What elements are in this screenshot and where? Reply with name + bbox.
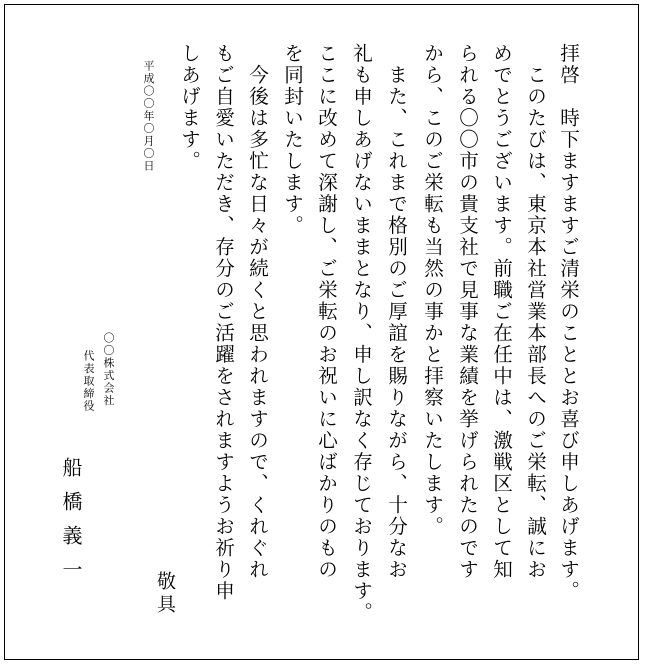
letter-body-line-11: しあげます。 bbox=[177, 43, 201, 172]
closing-keigu: 敬具 bbox=[154, 571, 176, 617]
signature-name: 船橋義一 bbox=[59, 457, 83, 593]
letter-body-line-5: また、これまで格別のご厚誼を賜りながら、十分なお bbox=[384, 43, 408, 581]
signature-company: 〇〇株式会社 bbox=[102, 332, 115, 407]
letter-body-line-10: もご自愛いただき、存分のご活躍をされますようお祈り申 bbox=[211, 43, 235, 602]
letter-frame bbox=[4, 4, 639, 660]
letter-body-line-3: られる〇〇市の貴支社で見事な業績を挙げられたのです bbox=[455, 43, 479, 581]
letter-body-line-7: ここに改めて深謝し、ご栄転のお祝いに心ばかりのもの bbox=[314, 43, 338, 581]
letter-date: 平成〇〇年〇月〇日 bbox=[142, 60, 155, 173]
letter-body-line-6: 礼も申しあげないままとなり、申し訳なく存じております。 bbox=[349, 43, 373, 624]
letter-body-line-4: から、このご栄転も当然の事かと拝察いたします。 bbox=[420, 43, 444, 538]
signature-title: 代表取締役 bbox=[82, 350, 95, 413]
letter-heading-line: 拝啓 時下ますますご清栄のこととお喜び申しあげます。 bbox=[556, 43, 580, 602]
letter-body-line-2: めでとうございます。前職ご在任中は、激戦区として知 bbox=[489, 43, 513, 581]
letter-body-line-1: このたびは、東京本社営業本部長へのご栄転、誠にお bbox=[523, 43, 547, 581]
letter-body-line-8: を同封いたします。 bbox=[280, 43, 304, 237]
letter-body-line-9: 今後は多忙な日々が続くと思われますので、くれぐれ bbox=[245, 43, 269, 581]
